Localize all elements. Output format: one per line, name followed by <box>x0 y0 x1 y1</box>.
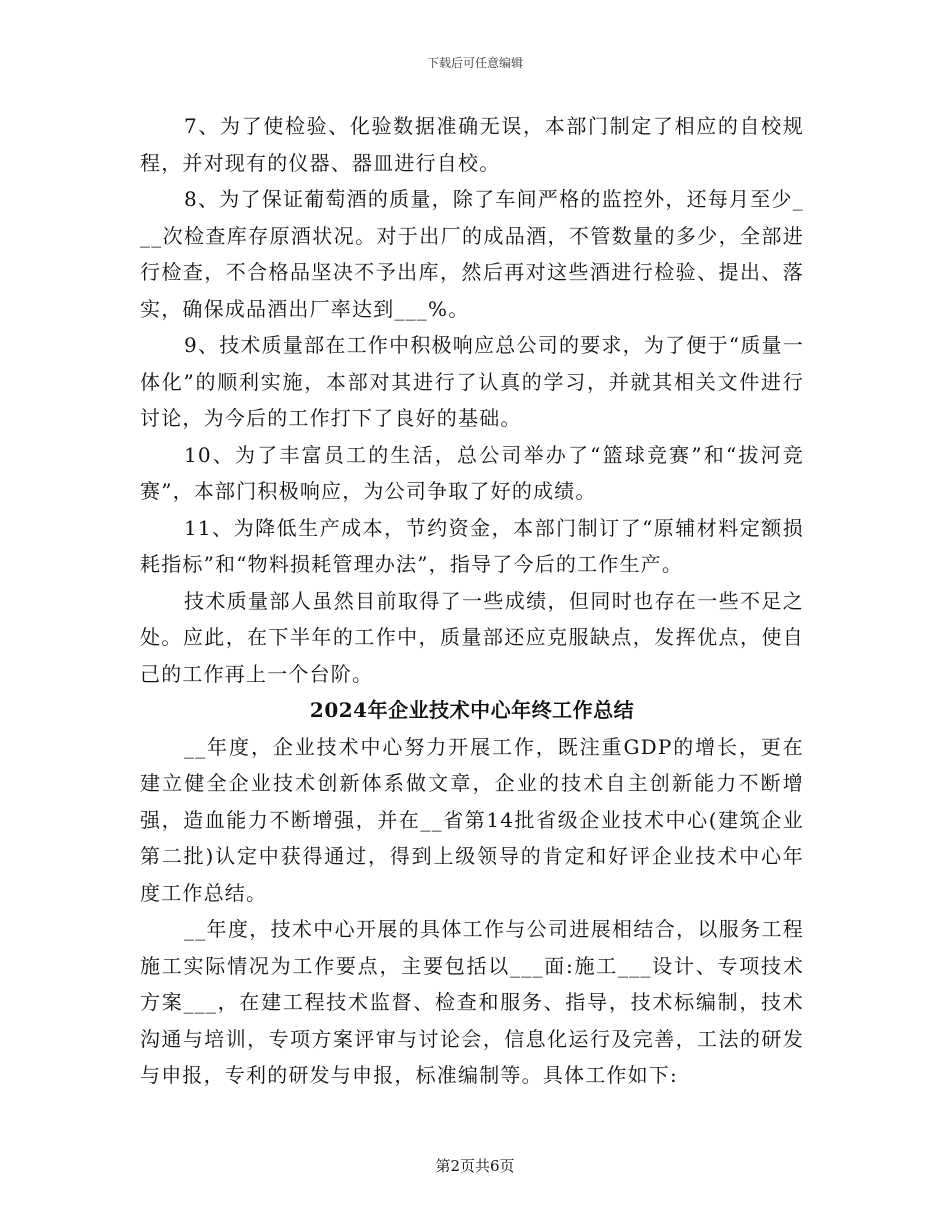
paragraph-item-9: 9、技术质量部在工作中积极响应总公司的要求，为了便于“质量一体化”的顺利实施，本部对其进行了认真的学习，并就其相关文件进行讨论，为今后的工作打下了良好的基础。 <box>140 333 804 430</box>
paragraph-intro: __年度，企业技术中心努力开展工作，既注重GDP的增长，更在建立健全企业技术创新体系做文章，企业的技术自主创新能力不断增强，造血能力不断增强，并在__省第14批省级企业技术中心(建筑企业第二批)认定中获得通过，得到上级领导的肯定和好评企业技术中心年度工作总结。 <box>140 734 804 905</box>
paragraph-item-7: 7、为了使检验、化验数据准确无误，本部门制定了相应的自校规程，并对现有的仪器、器皿进行自校。 <box>140 114 804 175</box>
document-body <box>140 108 804 1094</box>
paragraph-item-8: 8、为了保证葡萄酒的质量，除了车间严格的监控外，还每月至少___次检查库存原酒状况。对于出厂的成品酒，不管数量的多少，全部进行检查，不合格品坚决不予出库，然后再对这些酒进行检验、提出、落实，确保成品酒出厂率达到___%。 <box>140 187 804 321</box>
section-title: 2024年企业技术中心年终工作总结 <box>309 698 635 722</box>
paragraph-conclusion: 技术质量部人虽然目前取得了一些成绩，但同时也存在一些不足之处。应此，在下半年的工作中，质量部还应克服缺点，发挥优点，使自己的工作再上一个台阶。 <box>140 588 804 686</box>
paragraph-item-10: 10、为了丰富员工的生活，总公司举办了“篮球竞赛”和“拔河竞赛”，本部门积极响应，为公司争取了好的成绩。 <box>140 442 804 503</box>
page-number: 第2页共6页 <box>435 1157 515 1175</box>
paragraph-item-11: 11、为降低生产成本，节约资金，本部门制订了“原辅材料定额损耗指标”和“物料损耗管理办法”，指导了今后的工作生产。 <box>140 515 804 576</box>
header-note: 下载后可任意编辑 <box>426 56 523 70</box>
paragraph-work-scope: __年度，技术中心开展的具体工作与公司进展相结合，以服务工程施工实际情况为工作要点，主要包括以___面:施工___设计、专项技术方案___，在建工程技术监督、检查和服务、指导，技术标编制，技术沟通与培训，专项方案评审与讨论会，信息化运行及完善，工法的研发与申报，专利的研发与申报，标准编制等。具体工作如下: <box>140 917 804 1087</box>
